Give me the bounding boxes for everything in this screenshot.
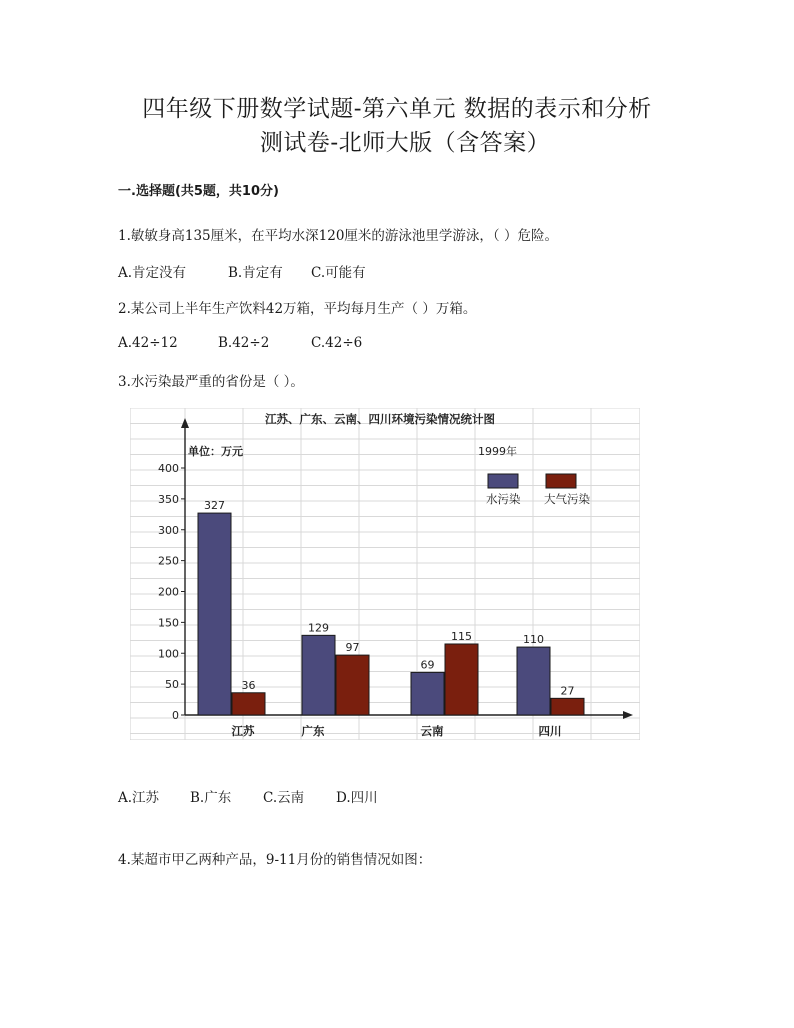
bar-大气污染 xyxy=(336,655,369,715)
question-1-options xyxy=(118,261,366,281)
question-3-options xyxy=(118,786,378,806)
legend-label: 水污染 xyxy=(486,492,521,506)
y-tick-label: 100 xyxy=(158,647,179,661)
bar-value-label: 27 xyxy=(560,684,575,698)
question-2: 2.某公司上半年生产饮料42万箱，平均每月生产（ ）万箱。 xyxy=(118,301,477,317)
question-2-options xyxy=(118,335,362,351)
q1-option-c: C.可能有 xyxy=(311,265,366,281)
x-label-四川: 四川 xyxy=(538,724,562,738)
y-tick-label: 200 xyxy=(158,585,179,599)
q2-option-a: A.42÷12 xyxy=(118,335,178,351)
y-tick-label: 400 xyxy=(158,462,179,475)
bar-大气污染 xyxy=(232,693,265,715)
q3-option-b[interactable]: B.广东 xyxy=(190,790,232,806)
bar-水污染 xyxy=(302,635,335,715)
section-heading: 一.选择题(共5题，共10分) xyxy=(118,184,279,199)
x-label-云南: 云南 xyxy=(420,724,444,738)
legend-label: 大气污染 xyxy=(544,492,590,506)
x-label-广东: 广东 xyxy=(301,724,325,738)
x-label-江苏: 江苏 xyxy=(231,724,255,738)
bar-value-label: 36 xyxy=(241,678,256,692)
bar-value-label: 97 xyxy=(345,641,360,655)
q2-option-b: B.42÷2 xyxy=(218,335,270,351)
q1-option-b: B.肯定有 xyxy=(228,265,283,281)
q3-option-c[interactable]: C.云南 xyxy=(263,790,305,806)
doc-title-line1: 四年级下册数学试题-第六单元 数据的表示和分析 xyxy=(142,96,652,122)
pollution-bar-chart xyxy=(130,408,640,740)
q1-option-a: A.肯定没有 xyxy=(118,265,187,281)
y-tick-label: 150 xyxy=(158,616,179,630)
bar-水污染 xyxy=(517,647,550,715)
y-tick-label: 50 xyxy=(165,678,179,692)
y-tick-label: 250 xyxy=(158,554,179,568)
question-4: 4.某超市甲乙两种产品，9-11月份的销售情况如图： xyxy=(118,852,432,868)
bar-value-label: 129 xyxy=(308,621,329,635)
q3-option-a[interactable]: A.江苏 xyxy=(118,790,160,806)
y-tick-label: 350 xyxy=(158,492,179,506)
y-tick-label: 0 xyxy=(172,709,179,722)
bar-value-label: 327 xyxy=(204,499,225,513)
bar-value-label: 69 xyxy=(420,658,435,672)
chart-year-label: 1999年 xyxy=(478,445,517,458)
doc-title-line2: 测试卷-北师大版（含答案） xyxy=(259,130,551,156)
question-3: 3.水污染最严重的省份是（ ）。 xyxy=(118,374,304,390)
bar-大气污染 xyxy=(551,698,584,715)
chart-title: 江苏、广东、云南、四川环境污染情况统计图 xyxy=(265,412,495,426)
chart-unit-label: 单位：万元 xyxy=(188,445,243,458)
bar-大气污染 xyxy=(445,644,478,715)
legend-swatch xyxy=(546,474,576,488)
bar-水污染 xyxy=(198,513,231,715)
q3-option-d[interactable]: D.四川 xyxy=(336,790,378,806)
question-1: 1.敏敏身高135厘米，在平均水深120厘米的游泳池里学游泳，（ ）危险。 xyxy=(118,228,558,244)
bar-value-label: 115 xyxy=(451,629,472,643)
bar-水污染 xyxy=(411,672,444,715)
y-tick-label: 300 xyxy=(158,523,179,537)
legend-swatch xyxy=(488,474,518,488)
bar-value-label: 110 xyxy=(523,633,544,647)
q2-option-c: C.42÷6 xyxy=(311,335,363,351)
